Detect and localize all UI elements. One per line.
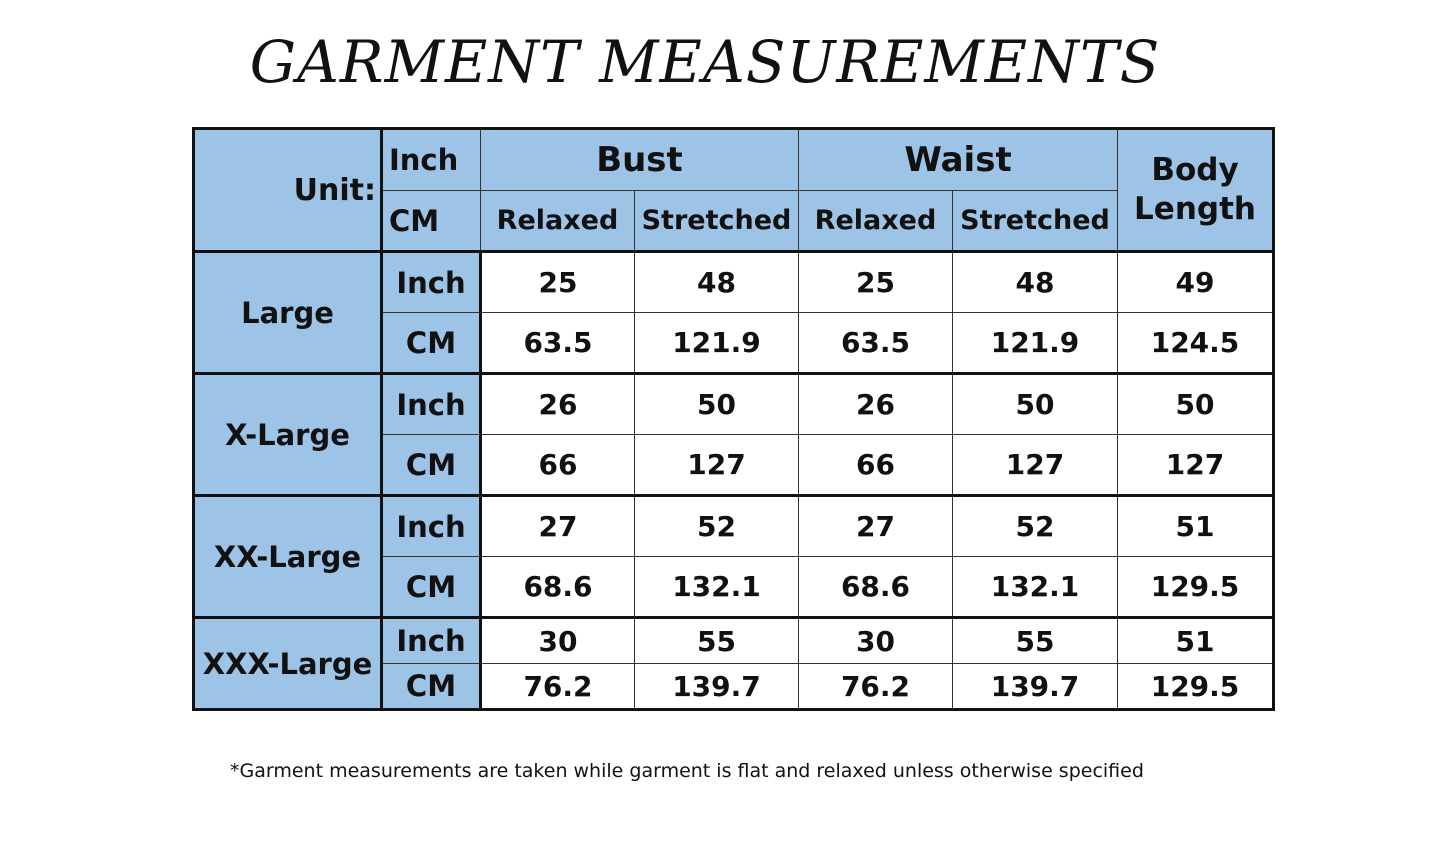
value-cell: 55 [635,618,799,664]
waist-relaxed-header: Relaxed [799,191,953,252]
body-length-line1: Body [1151,152,1239,189]
size-label: XX-Large [194,496,382,618]
value-cell: 127 [1118,435,1274,496]
unit-cell: CM [382,664,481,710]
value-cell: 48 [953,252,1118,313]
page-title: GARMENT MEASUREMENTS [249,28,1161,96]
unit-cm-header: CM [382,191,481,252]
value-cell: 127 [635,435,799,496]
value-cell: 50 [1118,374,1274,435]
body-length-header [1118,129,1274,252]
value-cell: 55 [953,618,1118,664]
value-cell: 26 [481,374,635,435]
value-cell: 49 [1118,252,1274,313]
value-cell: 25 [481,252,635,313]
value-cell: 66 [799,435,953,496]
value-cell: 63.5 [799,313,953,374]
waist-stretched-header: Stretched [953,191,1118,252]
unit-cell: CM [382,557,481,618]
value-cell: 129.5 [1118,664,1274,710]
value-cell: 26 [799,374,953,435]
unit-cell: Inch [382,252,481,313]
value-cell: 27 [799,496,953,557]
table-row [194,618,1274,664]
table-row [194,374,1274,435]
size-chart-table [192,127,1275,711]
value-cell: 51 [1118,496,1274,557]
value-cell: 76.2 [481,664,635,710]
unit-cell: Inch [382,374,481,435]
footnote: *Garment measurements are taken while garment is flat and relaxed unless otherwise specified [230,760,1144,782]
value-cell: 127 [953,435,1118,496]
value-cell: 50 [953,374,1118,435]
value-cell: 30 [481,618,635,664]
value-cell: 51 [1118,618,1274,664]
table-row [194,496,1274,557]
bust-header: Bust [481,129,799,191]
unit-cell: Inch [382,496,481,557]
value-cell: 66 [481,435,635,496]
unit-cell: CM [382,313,481,374]
value-cell: 124.5 [1118,313,1274,374]
value-cell: 132.1 [635,557,799,618]
value-cell: 129.5 [1118,557,1274,618]
body-length-line2: Length [1134,191,1256,227]
value-cell: 63.5 [481,313,635,374]
value-cell: 139.7 [635,664,799,710]
value-cell: 76.2 [799,664,953,710]
header-row-1 [194,129,1274,191]
bust-relaxed-header: Relaxed [481,191,635,252]
value-cell: 30 [799,618,953,664]
table-row [194,252,1274,313]
value-cell: 48 [635,252,799,313]
unit-cell: CM [382,435,481,496]
value-cell: 50 [635,374,799,435]
value-cell: 121.9 [953,313,1118,374]
unit-cell: Inch [382,618,481,664]
value-cell: 121.9 [635,313,799,374]
value-cell: 68.6 [481,557,635,618]
bust-stretched-header: Stretched [635,191,799,252]
value-cell: 27 [481,496,635,557]
value-cell: 52 [953,496,1118,557]
unit-label: Unit: [194,129,382,252]
size-label: X-Large [194,374,382,496]
value-cell: 132.1 [953,557,1118,618]
value-cell: 52 [635,496,799,557]
unit-inch-header: Inch [382,129,481,191]
size-label: Large [194,252,382,374]
value-cell: 139.7 [953,664,1118,710]
value-cell: 25 [799,252,953,313]
waist-header: Waist [799,129,1118,191]
size-label: XXX-Large [194,618,382,710]
value-cell: 68.6 [799,557,953,618]
